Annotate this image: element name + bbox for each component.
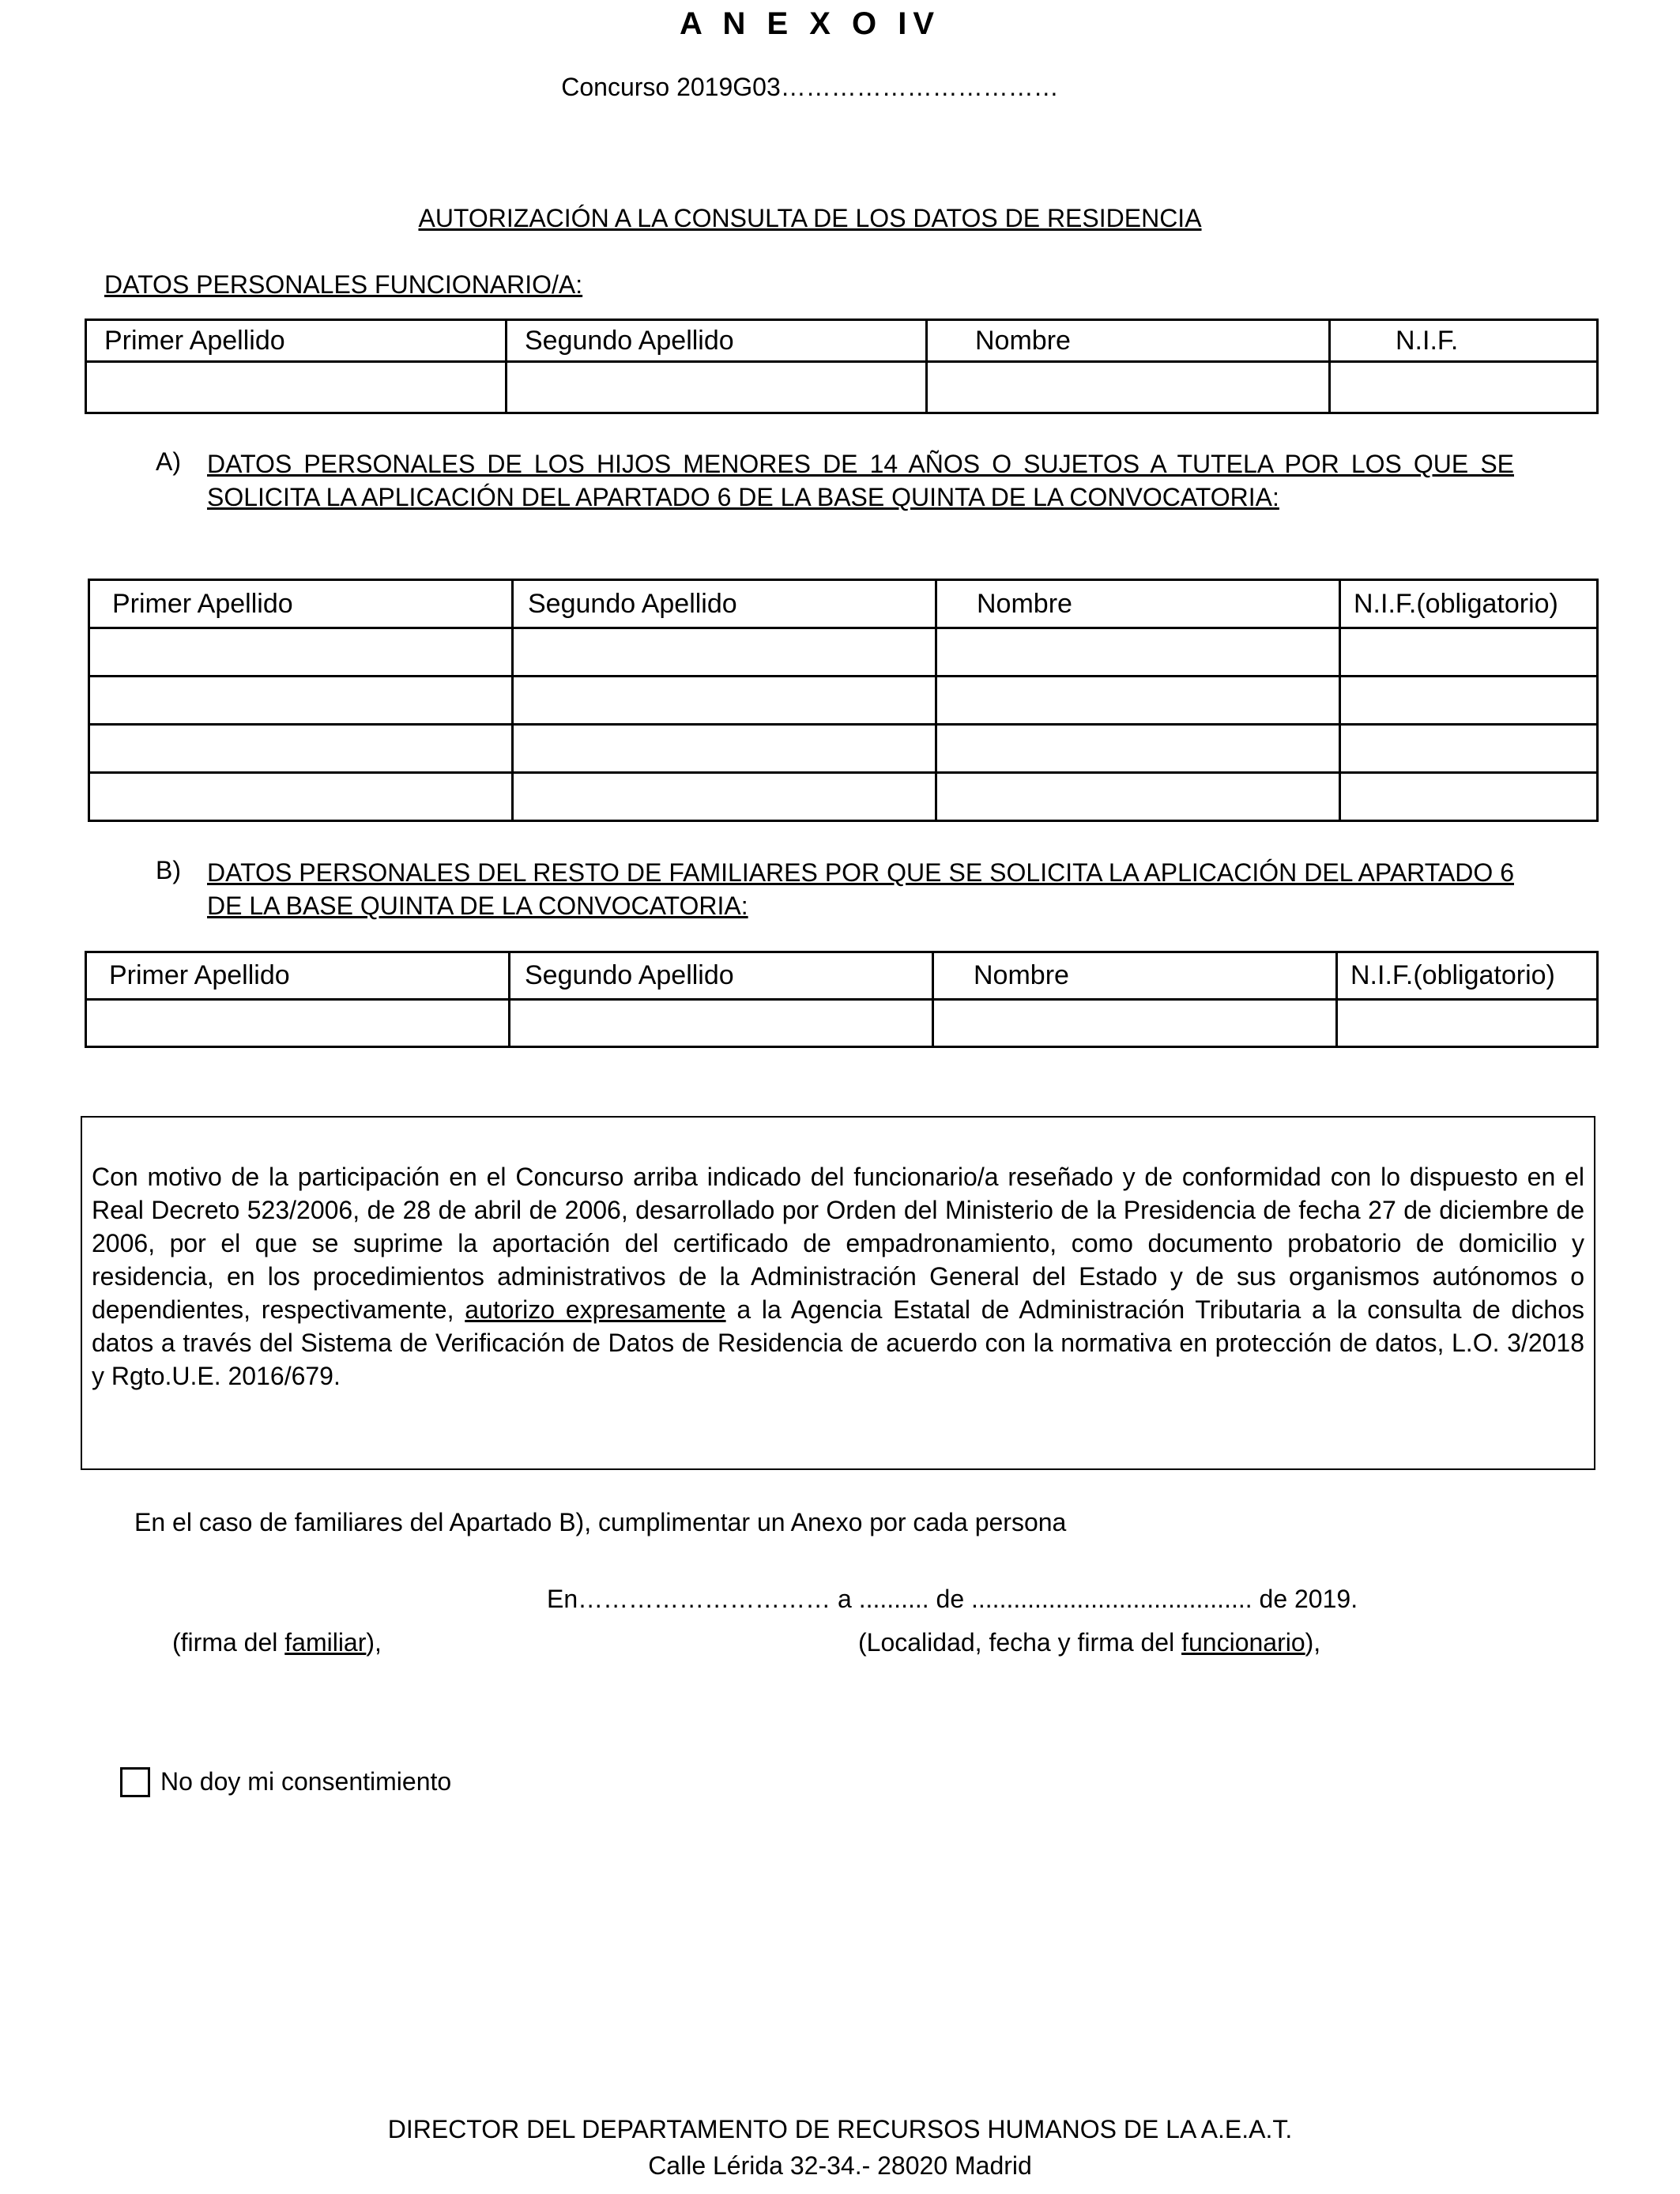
input-cell[interactable] <box>1337 1000 1598 1047</box>
col-header-primer-apellido: Primer Apellido <box>86 320 507 362</box>
col-header-segundo-apellido: Segundo Apellido <box>507 320 927 362</box>
place-date-line[interactable]: En………………………… a .......... de ........................................ de 2019. <box>547 1585 1358 1613</box>
footer-director: DIRECTOR DEL DEPARTAMENTO DE RECURSOS HUMANOS DE LA A.E.A.T. <box>387 2115 1293 2143</box>
consent-text-after: a la Agencia Estatal de Administración Tributaria a la consulta de dichos datos a través del Sistema de Verificación de Datos de Residencia de acuerdo con la normativa en protección de datos, L.O. 3/2018 y Rgto.U.E. 2016/679. <box>92 1295 1585 1390</box>
input-cell[interactable] <box>1340 677 1598 725</box>
table-row <box>89 773 1598 821</box>
consent-text-underlined: autorizo expresamente <box>465 1295 726 1324</box>
col-header-segundo-apellido: Segundo Apellido <box>513 580 936 628</box>
no-consent-checkbox[interactable] <box>120 1767 150 1797</box>
table-row <box>86 1000 1598 1047</box>
concurso-line: Concurso 2019G03…………………………… <box>561 73 1059 101</box>
input-cell[interactable] <box>86 1000 510 1047</box>
input-cell[interactable] <box>89 677 513 725</box>
table-row <box>89 725 1598 773</box>
input-cell[interactable] <box>927 362 1330 413</box>
table-header-row <box>86 952 1598 1000</box>
input-cell[interactable] <box>1340 773 1598 821</box>
input-cell[interactable] <box>936 773 1340 821</box>
input-cell[interactable] <box>86 362 507 413</box>
input-cell[interactable] <box>513 677 936 725</box>
input-cell[interactable] <box>933 1000 1337 1047</box>
section-a-text: DATOS PERSONALES DE LOS HIJOS MENORES DE 14 AÑOS O SUJETOS A TUTELA POR LOS QUE SE SOLICITA LA APLICACIÓN DEL APARTADO 6 DE LA BASE QUINTA DE LA CONVOCATORIA: <box>207 450 1514 511</box>
footer-address: Calle Lérida 32-34.- 28020 Madrid <box>648 2151 1032 2180</box>
annex-title: A N E X O IV <box>679 6 941 41</box>
table-row <box>89 628 1598 677</box>
input-cell[interactable] <box>89 725 513 773</box>
consent-text-before: Con motivo de la participación en el Concurso arriba indicado del funcionario/a reseñado y de conformidad con lo dispuesto en el Real Decreto 523/2006, de 28 de abril de 2006, desarrollado por Orden del Ministerio de la Presidencia de fecha 27 de diciembre de 2006, por el que se suprime la aportación del certificado de empadronamiento, como documento probatorio de domicilio y residencia, en los procedimientos administrativos de la Administración General del Estado y de sus organismos autónomos o dependientes, respectivamente, <box>92 1163 1584 1324</box>
familiar-signature-pre: (firma del <box>172 1628 285 1657</box>
input-cell[interactable] <box>936 628 1340 677</box>
section-a-letter: A) <box>156 447 181 476</box>
personal-data-heading: DATOS PERSONALES FUNCIONARIO/A: <box>104 270 583 299</box>
input-cell[interactable] <box>1340 725 1598 773</box>
input-cell[interactable] <box>513 628 936 677</box>
section-b-letter: B) <box>156 856 181 884</box>
relatives-note: En el caso de familiares del Apartado B), cumplimentar un Anexo por cada persona <box>134 1508 1067 1536</box>
document-title: AUTORIZACIÓN A LA CONSULTA DE LOS DATOS DE RESIDENCIA <box>418 204 1202 232</box>
input-cell[interactable] <box>1330 362 1598 413</box>
section-b-text: DATOS PERSONALES DEL RESTO DE FAMILIARES POR QUE SE SOLICITA LA APLICACIÓN DEL APARTADO 6 DE LA BASE QUINTA DE LA CONVOCATORIA: <box>207 858 1514 920</box>
familiar-signature-label <box>172 1628 382 1657</box>
col-header-primer-apellido: Primer Apellido <box>86 952 510 1000</box>
table-row <box>89 677 1598 725</box>
funcionario-signature-label <box>858 1628 1320 1657</box>
funcionario-table <box>85 319 1599 414</box>
consent-box <box>81 1116 1595 1470</box>
input-cell[interactable] <box>510 1000 933 1047</box>
col-header-primer-apellido: Primer Apellido <box>89 580 513 628</box>
funcionario-signature-post: ), <box>1305 1628 1321 1657</box>
input-cell[interactable] <box>513 725 936 773</box>
input-cell[interactable] <box>1340 628 1598 677</box>
funcionario-signature-pre: (Localidad, fecha y firma del <box>858 1628 1182 1657</box>
no-consent-label: No doy mi consentimiento <box>160 1767 452 1796</box>
relatives-table <box>85 951 1599 1048</box>
input-cell[interactable] <box>89 773 513 821</box>
table-header-row <box>86 320 1598 362</box>
input-cell[interactable] <box>936 725 1340 773</box>
input-cell[interactable] <box>89 628 513 677</box>
col-header-nif: N.I.F.(obligatorio) <box>1337 952 1598 1000</box>
table-header-row <box>89 580 1598 628</box>
col-header-nif: N.I.F. <box>1330 320 1598 362</box>
table-row <box>86 362 1598 413</box>
col-header-nif: N.I.F.(obligatorio) <box>1340 580 1598 628</box>
consent-text <box>92 1160 1584 1393</box>
col-header-nombre: Nombre <box>936 580 1340 628</box>
children-table <box>88 579 1599 822</box>
col-header-segundo-apellido: Segundo Apellido <box>510 952 933 1000</box>
familiar-word: familiar <box>284 1628 367 1657</box>
funcionario-word: funcionario <box>1181 1628 1305 1657</box>
input-cell[interactable] <box>513 773 936 821</box>
col-header-nombre: Nombre <box>927 320 1330 362</box>
familiar-signature-post: ), <box>366 1628 382 1657</box>
input-cell[interactable] <box>936 677 1340 725</box>
col-header-nombre: Nombre <box>933 952 1337 1000</box>
input-cell[interactable] <box>507 362 927 413</box>
